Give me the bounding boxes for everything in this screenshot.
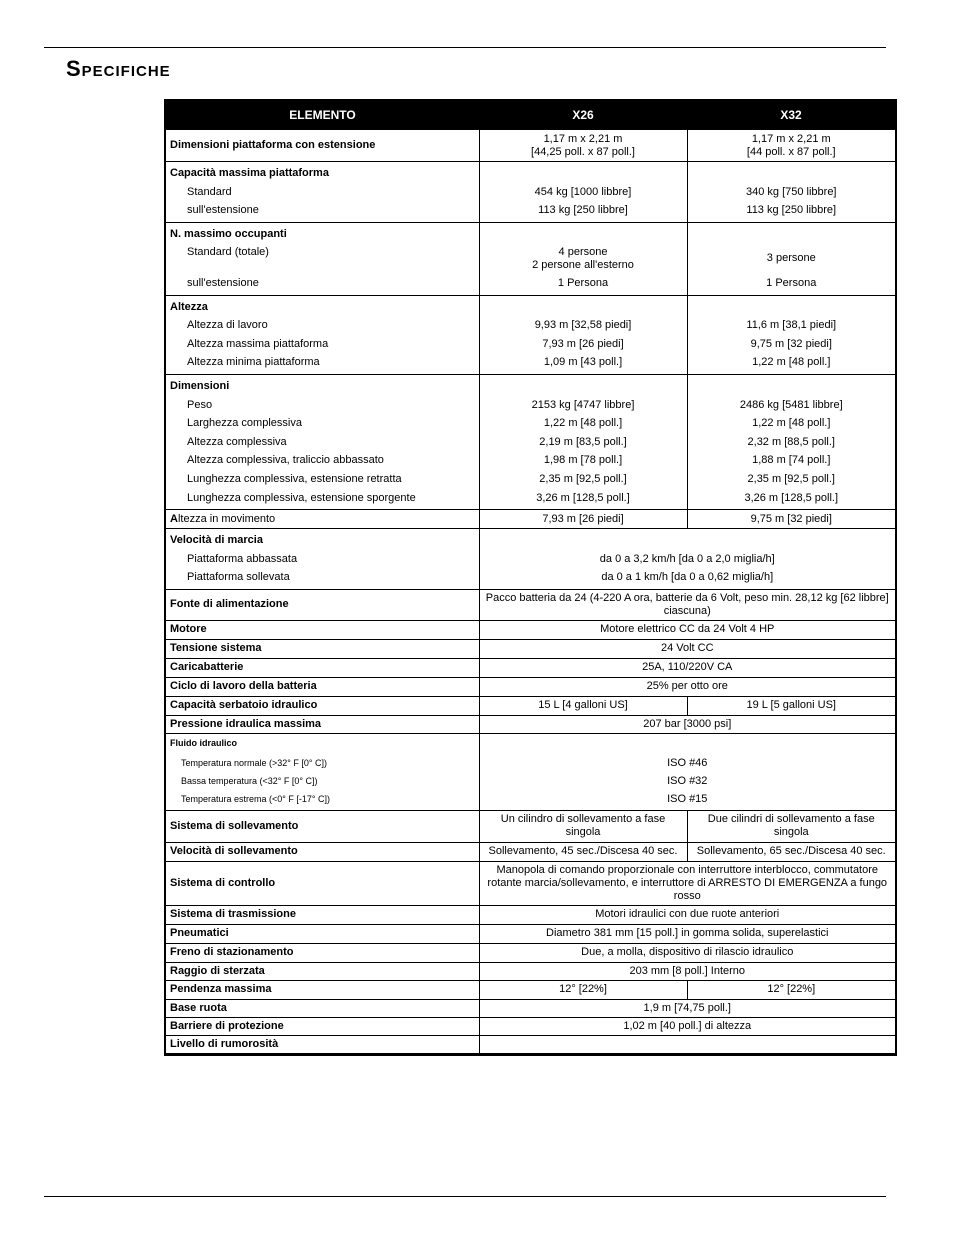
table-row bbox=[165, 842, 896, 861]
row-label: Tensione sistema bbox=[165, 639, 479, 658]
row-label: Dimensioni piattaforma con estensione bbox=[165, 130, 479, 162]
cell-x26: 15 L [4 galloni US] bbox=[479, 696, 687, 715]
cell-value: 113 kg [250 libbre] bbox=[538, 204, 628, 217]
row-label: Raggio di sterzata bbox=[165, 962, 479, 980]
cell-line: 1,17 m x 2,21 m bbox=[543, 132, 623, 145]
cell-x26 bbox=[479, 130, 687, 162]
table-row bbox=[165, 162, 896, 223]
cell-x32: 9,75 m [32 piedi] bbox=[687, 510, 896, 529]
sub-label: Temperatura normale (>32° F [0° C]) bbox=[181, 757, 328, 768]
table-row bbox=[165, 295, 896, 374]
cell-both: 24 Volt CC bbox=[479, 639, 896, 658]
cell-both: 25% per otto ore bbox=[479, 677, 896, 696]
row-label bbox=[165, 510, 479, 529]
page-title: Specifiche bbox=[66, 56, 171, 81]
cell-line: singola bbox=[773, 826, 809, 839]
table-row bbox=[165, 924, 896, 943]
bottom-rule bbox=[44, 1196, 886, 1197]
cell-x32 bbox=[687, 295, 896, 374]
group-title: Velocità di marcia bbox=[170, 534, 263, 547]
sub-label: Bassa temperatura (<32° F [0° C]) bbox=[181, 775, 318, 786]
row-label: Livello di rumorosità bbox=[165, 1035, 479, 1054]
cell-both: Due, a molla, dispositivo di rilascio idraulico bbox=[479, 943, 896, 962]
top-rule bbox=[44, 47, 886, 48]
cell-value: 3,26 m [128,5 poll.] bbox=[744, 491, 839, 504]
table-row bbox=[165, 510, 896, 529]
row-label-group bbox=[165, 733, 479, 810]
cell-x26 bbox=[479, 162, 687, 223]
group-title: N. massimo occupanti bbox=[170, 227, 287, 240]
cell-value: 4 persone bbox=[558, 246, 608, 259]
cell-both bbox=[479, 861, 896, 905]
cell-value: 1,09 m [43 poll.] bbox=[543, 356, 623, 369]
cell-both: 1,9 m [74,75 poll.] bbox=[479, 999, 896, 1017]
cell-both: 1,02 m [40 poll.] di altezza bbox=[479, 1017, 896, 1035]
cell-x32 bbox=[687, 162, 896, 223]
table-row bbox=[165, 589, 896, 620]
table-row bbox=[165, 980, 896, 999]
table-row bbox=[165, 861, 896, 905]
cell-value: 2,19 m [83,5 poll.] bbox=[539, 435, 627, 448]
cell-both: 203 mm [8 poll.] Interno bbox=[479, 962, 896, 980]
cell-x32: 19 L [5 galloni US] bbox=[687, 696, 896, 715]
specifications-table-wrap bbox=[164, 99, 895, 1056]
row-label: Base ruota bbox=[165, 999, 479, 1017]
table-row bbox=[165, 1035, 896, 1054]
sub-label: Altezza massima piattaforma bbox=[187, 337, 329, 350]
cell-line: rosso bbox=[673, 889, 701, 902]
row-label-group bbox=[165, 222, 479, 295]
cell-value: 1,22 m [48 poll.] bbox=[752, 356, 831, 369]
cell-x32 bbox=[687, 222, 896, 295]
cell-value: 1,22 m [48 poll.] bbox=[543, 417, 623, 430]
group-title: Fluido idraulico bbox=[170, 737, 237, 748]
cell-value: 3 persone bbox=[766, 252, 816, 265]
cell-both: 25A, 110/220V CA bbox=[479, 658, 896, 677]
cell-value: 9,93 m [32,58 piedi] bbox=[534, 319, 632, 332]
cell-x32 bbox=[687, 810, 896, 842]
cell-value: 2153 kg [4747 libbre] bbox=[531, 398, 635, 411]
cell-value: 1,88 m [74 poll.] bbox=[752, 454, 831, 467]
cell-line: 1,17 m x 2,21 m bbox=[751, 132, 831, 145]
cell-value: ISO #15 bbox=[667, 792, 708, 805]
sub-label: Piattaforma sollevata bbox=[187, 571, 290, 584]
sub-label: Altezza di lavoro bbox=[187, 319, 268, 332]
cell-x26 bbox=[479, 374, 687, 509]
cell-value: 2,35 m [92,5 poll.] bbox=[747, 472, 835, 485]
table-header-row bbox=[165, 100, 896, 130]
row-label: Freno di stazionamento bbox=[165, 943, 479, 962]
cell-both bbox=[479, 1035, 896, 1054]
cell-x26: Sollevamento, 45 sec./Discesa 40 sec. bbox=[479, 842, 687, 861]
row-label: Sistema di controllo bbox=[165, 861, 479, 905]
sub-label: sull'estensione bbox=[187, 276, 259, 289]
header-x32: X32 bbox=[687, 100, 896, 130]
table-row bbox=[165, 1017, 896, 1035]
cell-x26: 7,93 m [26 piedi] bbox=[479, 510, 687, 529]
table-row bbox=[165, 222, 896, 295]
table-row bbox=[165, 620, 896, 639]
table-row bbox=[165, 529, 896, 590]
sub-label: Lunghezza complessiva, estensione sporgente bbox=[187, 491, 416, 504]
row-label-group bbox=[165, 529, 479, 590]
cell-x32: 12° [22%] bbox=[687, 980, 896, 999]
cell-value: 454 kg [1000 libbre] bbox=[534, 185, 632, 198]
sub-label: sull'estensione bbox=[187, 204, 259, 217]
cell-line: [44,25 poll. x 87 poll.] bbox=[531, 145, 635, 158]
row-label: Velocità di sollevamento bbox=[165, 842, 479, 861]
sub-label: Piattaforma abbassata bbox=[187, 552, 298, 565]
cell-value: 3,26 m [128,5 poll.] bbox=[536, 491, 630, 504]
sub-label: Standard (totale) bbox=[187, 246, 269, 259]
cell-value: 1,98 m [78 poll.] bbox=[543, 454, 623, 467]
sub-label: Temperatura estrema (<0° F [-17° C]) bbox=[181, 793, 330, 804]
header-x26: X26 bbox=[479, 100, 687, 130]
sub-label: Standard bbox=[187, 185, 232, 198]
cell-both bbox=[479, 733, 896, 810]
table-row bbox=[165, 639, 896, 658]
cell-line: Un cilindro di sollevamento a fase bbox=[500, 813, 666, 826]
cell-x32 bbox=[687, 374, 896, 509]
cell-value: 2,32 m [88,5 poll.] bbox=[747, 435, 835, 448]
cell-value: 340 kg [750 libbre] bbox=[745, 185, 837, 198]
cell-value: da 0 a 3,2 km/h [da 0 a 2,0 miglia/h] bbox=[599, 552, 775, 565]
sub-label: Altezza complessiva bbox=[187, 435, 287, 448]
table-row bbox=[165, 810, 896, 842]
row-label-group bbox=[165, 374, 479, 509]
row-label: Pendenza massima bbox=[165, 980, 479, 999]
cell-x26: 12° [22%] bbox=[479, 980, 687, 999]
cell-value: 7,93 m [26 piedi] bbox=[542, 337, 624, 350]
group-title: Altezza bbox=[170, 300, 208, 313]
table-row bbox=[165, 658, 896, 677]
label-rest: ltezza in movimento bbox=[177, 512, 276, 525]
row-label: Pressione idraulica massima bbox=[165, 715, 479, 733]
cell-value: 2,35 m [92,5 poll.] bbox=[539, 472, 627, 485]
row-label: Sistema di trasmissione bbox=[165, 905, 479, 924]
cell-both: Diametro 381 mm [15 poll.] in gomma solida, superelastici bbox=[479, 924, 896, 943]
table-row bbox=[165, 677, 896, 696]
cell-line: Due cilindri di sollevamento a fase bbox=[707, 813, 875, 826]
table-row bbox=[165, 962, 896, 980]
cell-value: da 0 a 1 km/h [da 0 a 0,62 miglia/h] bbox=[601, 571, 774, 584]
cell-value: 1 Persona bbox=[766, 276, 817, 289]
sub-label: Larghezza complessiva bbox=[187, 417, 302, 430]
cell-x26 bbox=[479, 810, 687, 842]
cell-x26 bbox=[479, 295, 687, 374]
table-row bbox=[165, 905, 896, 924]
sub-label: Altezza complessiva, traliccio abbassato bbox=[187, 454, 384, 467]
row-label: Sistema di sollevamento bbox=[165, 810, 479, 842]
table-row bbox=[165, 999, 896, 1017]
cell-line: ciascuna) bbox=[663, 604, 711, 617]
cell-both: Motore elettrico CC da 24 Volt 4 HP bbox=[479, 620, 896, 639]
group-title: Dimensioni bbox=[170, 379, 230, 392]
cell-both: Motori idraulici con due ruote anteriori bbox=[479, 905, 896, 924]
cell-value: 11,6 m [38,1 piedi] bbox=[746, 319, 837, 332]
cell-x26 bbox=[479, 222, 687, 295]
cell-value: 2486 kg [5481 libbre] bbox=[739, 398, 843, 411]
cell-both bbox=[479, 529, 896, 590]
cell-x32: Sollevamento, 65 sec./Discesa 40 sec. bbox=[687, 842, 896, 861]
row-label: Capacità serbatoio idraulico bbox=[165, 696, 479, 715]
table-row bbox=[165, 943, 896, 962]
header-item: ELEMENTO bbox=[165, 100, 479, 130]
sub-label: Peso bbox=[187, 398, 213, 411]
label-initial: A bbox=[170, 512, 178, 525]
cell-value: 1 Persona bbox=[557, 276, 609, 289]
row-label: Pneumatici bbox=[165, 924, 479, 943]
cell-value: 1,22 m [48 poll.] bbox=[752, 417, 831, 430]
sub-label: Lunghezza complessiva, estensione retratta bbox=[187, 472, 402, 485]
cell-x32 bbox=[687, 130, 896, 162]
row-label: Caricabatterie bbox=[165, 658, 479, 677]
cell-line: singola bbox=[565, 826, 601, 839]
table-row bbox=[165, 130, 896, 162]
table-row bbox=[165, 374, 896, 509]
specifications-table bbox=[164, 99, 897, 1056]
cell-value: 9,75 m [32 piedi] bbox=[750, 337, 832, 350]
group-title: Capacità massima piattaforma bbox=[170, 167, 329, 179]
row-label: Ciclo di lavoro della batteria bbox=[165, 677, 479, 696]
row-label: Motore bbox=[165, 620, 479, 639]
cell-value: 2 persone all'esterno bbox=[532, 258, 634, 271]
row-label: Barriere di protezione bbox=[165, 1017, 479, 1035]
row-label-group bbox=[165, 162, 479, 223]
cell-both: 207 bar [3000 psi] bbox=[479, 715, 896, 733]
table-row bbox=[165, 733, 896, 810]
cell-value: 113 kg [250 libbre] bbox=[746, 204, 837, 217]
table-row bbox=[165, 696, 896, 715]
cell-both bbox=[479, 589, 896, 620]
cell-line: rotante marcia/sollevamento, e interruttore di ARRESTO DI EMERGENZA a fungo bbox=[487, 876, 888, 889]
sub-label: Altezza minima piattaforma bbox=[187, 356, 320, 369]
row-label-group bbox=[165, 295, 479, 374]
cell-line: Manopola di comando proporzionale con interruttore interblocco, commutatore bbox=[496, 863, 879, 876]
cell-value: ISO #46 bbox=[667, 756, 708, 769]
cell-line: [44 poll. x 87 poll.] bbox=[746, 145, 836, 158]
row-label: Fonte di alimentazione bbox=[165, 589, 479, 620]
cell-line: Pacco batteria da 24 (4-220 A ora, batterie da 6 Volt, peso min. 28,12 kg [62 libbre] bbox=[485, 591, 889, 604]
table-row bbox=[165, 715, 896, 733]
cell-value: ISO #32 bbox=[667, 774, 708, 787]
